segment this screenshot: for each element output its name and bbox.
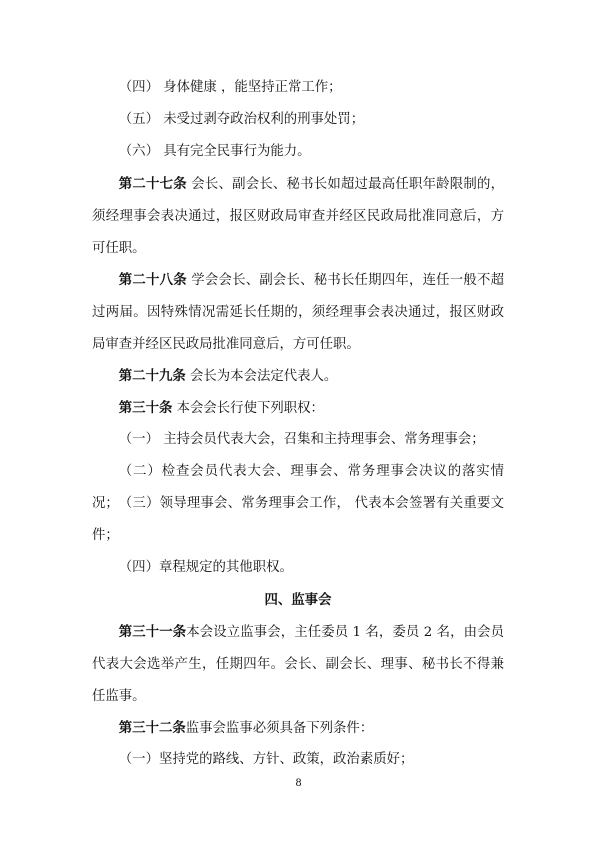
list-item: （四）章程规定的其他职权。 bbox=[118, 560, 293, 575]
article-label: 第二十八条 bbox=[118, 272, 187, 288]
article-27 bbox=[92, 168, 504, 265]
article-30 bbox=[92, 392, 504, 425]
article-label: 第二十九条 bbox=[118, 368, 186, 384]
article-label: 第三十一条 bbox=[118, 624, 187, 640]
list-item: （四） 身体健康 ，能坚持正常工作； bbox=[118, 80, 342, 95]
article-text: 本会会长行使下列职权： bbox=[172, 401, 324, 416]
list-item: （五） 未受过剥夺政治权利的刑事处罚； bbox=[118, 112, 365, 127]
article-32 bbox=[92, 712, 504, 745]
article-label: 第三十条 bbox=[118, 400, 173, 416]
article-label: 第二十七条 bbox=[118, 176, 187, 192]
list-item: （二）检查会员代表大会、理事会、常务理事会决议的落实情况； bbox=[92, 464, 504, 511]
article-text: 会长、副会长、秘书长如超过最高任职年龄限制的，须经理事会表决通过，报区财政局审查并经区民政局批准同意后，方可任职。 bbox=[92, 177, 504, 256]
page-number: 8 bbox=[295, 778, 302, 789]
article-28 bbox=[92, 264, 504, 361]
article-text: 监事会监事必须具备下列条件： bbox=[185, 721, 374, 736]
article-text: 本会设立监事会，主任委员 1 名，委员 2 名，由会员代表大会选举产生，任期四年。会长、副会长、理事、秘书长不得兼任监事。 bbox=[92, 625, 504, 704]
article-text: 学会会长、副会长、秘书长任期四年，连任一般不超过两届。因特殊情况需延长任期的，须经理事会表决通过，报区财政局审查并经区民政局批准同意后，方可任职。 bbox=[92, 273, 504, 352]
article-text: 会长为本会法定代表人。 bbox=[185, 369, 338, 384]
article-31 bbox=[92, 616, 504, 713]
article-29 bbox=[92, 360, 504, 393]
article-label: 第三十二条 bbox=[118, 720, 186, 736]
list-item: （一）坚持党的路线、方针、政策，政治素质好； bbox=[118, 752, 414, 767]
list-item: （一） 主持会员代表大会，召集和主持理事会、常务理事会； bbox=[118, 432, 485, 447]
list-item: （六） 具有完全民事行为能力。 bbox=[118, 144, 311, 159]
list-item: （三）领导理事会、常务理事会工作， 代表本会签署有关重要文件； bbox=[92, 496, 504, 543]
section-title: 四、监事会 bbox=[264, 592, 332, 608]
